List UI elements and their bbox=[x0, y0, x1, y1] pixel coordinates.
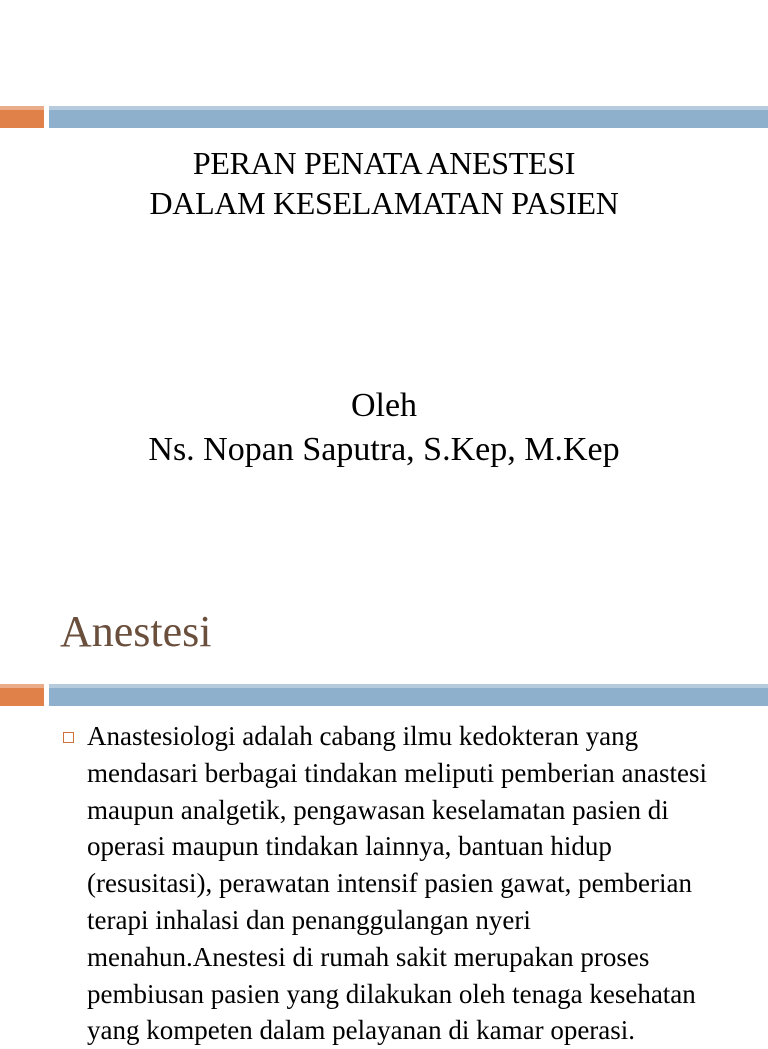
title-line-2: DALAM KESELAMATAN PASIEN bbox=[149, 185, 619, 221]
content-slide bbox=[0, 586, 768, 1046]
slide-header-bar bbox=[0, 106, 768, 128]
bullet-list bbox=[0, 718, 768, 1049]
slide-header-bar bbox=[0, 684, 768, 706]
author-name: Ns. Nopan Saputra, S.Kep, M.Kep bbox=[148, 431, 620, 468]
title-line-1: PERAN PENATA ANESTESI bbox=[192, 145, 576, 181]
hollow-square-bullet-icon bbox=[63, 732, 74, 743]
by-label: Oleh bbox=[350, 387, 418, 424]
presentation-title bbox=[0, 143, 768, 223]
bullet-text: Anastesiologi adalah cabang ilmu kedokteran yang mendasari berbagai tindakan meliputi pemberian anastesi maupun analgetik, pengawasan keselamatan pasien di operasi maupun tindakan lainnya, bantuan hidup (resusitasi), perawatan intensif pasien gawat, pemberian terapi inhalasi dan penanggulangan nyeri menahun.Anestesi di rumah sakit merupakan proses pembiusan pasien yang dilakukan oleh tenaga kesehatan yang kompeten dalam pelayanan di kamar operasi. bbox=[87, 721, 708, 1046]
presentation-subtitle bbox=[0, 384, 768, 472]
slide-title: Anestesi bbox=[60, 607, 212, 656]
bullet-item bbox=[0, 718, 768, 1049]
